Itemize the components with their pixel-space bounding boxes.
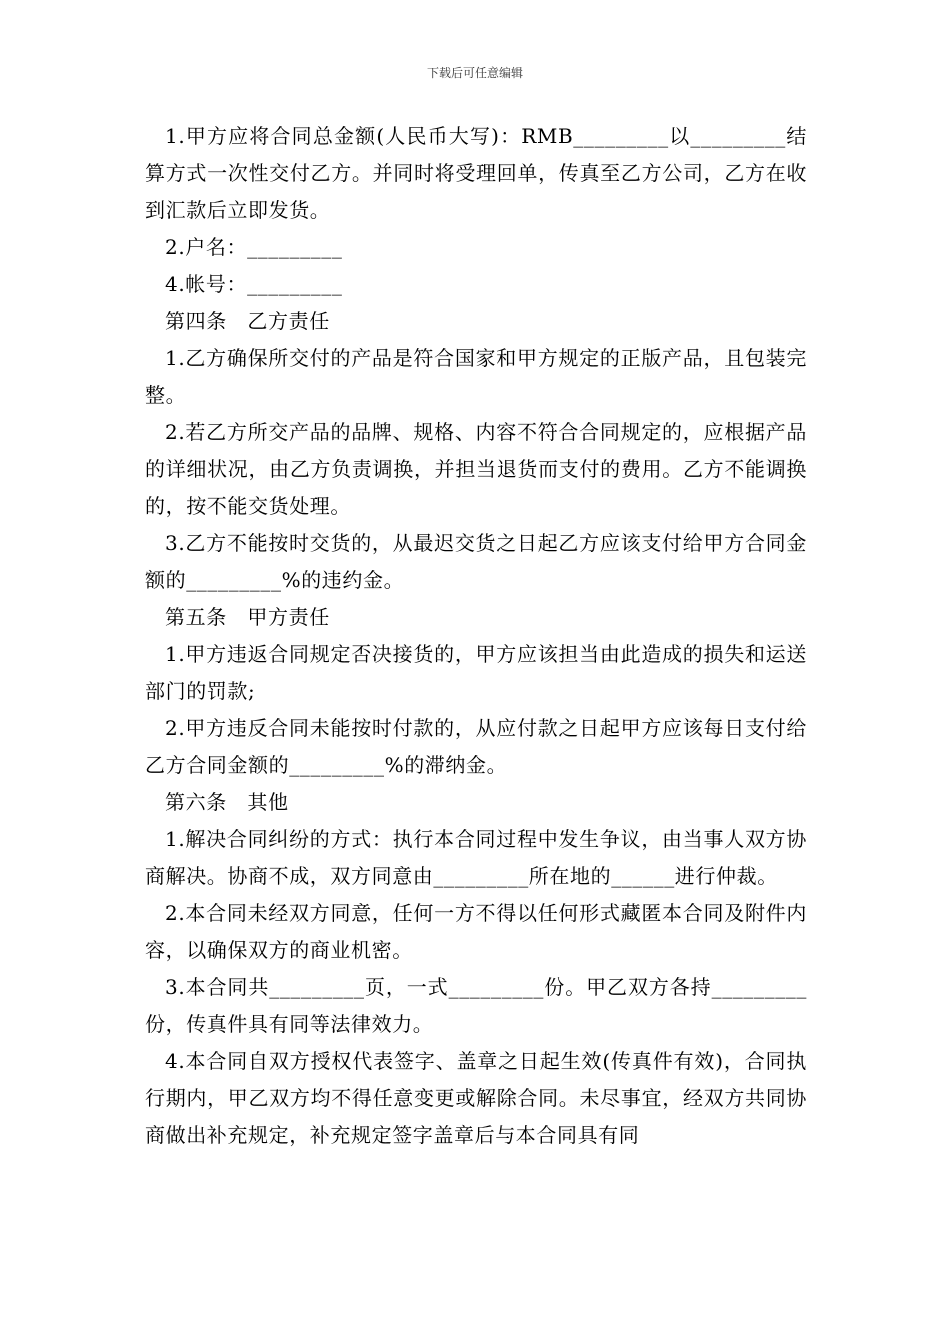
- paragraph-article-6-item-4: 4.本合同自双方授权代表签字、盖章之日起生效(传真件有效)，合同执行期内，甲乙双方均不得任意变更或解除合同。未尽事宜，经双方共同协商做出补充规定，补充规定签字盖章后与本合同具有同: [145, 1049, 807, 1147]
- paragraph-article-5-item-2: 2.甲方违反合同未能按时付款的，从应付款之日起甲方应该每日支付给乙方合同金额的_________%的滞纳金。: [145, 716, 807, 777]
- paragraph-article-5-item-1: 1.甲方违返合同规定否决接货的，甲方应该担当由此造成的损失和运送部门的罚款;: [145, 642, 807, 703]
- paragraph-article-6-item-1: 1.解决合同纠纷的方式：执行本合同过程中发生争议，由当事人双方协商解决。协商不成，双方同意由_________所在地的______进行仲裁。: [145, 827, 807, 888]
- paragraph-article-4-item-1: 1.乙方确保所交付的产品是符合国家和甲方规定的正版产品，且包装完整。: [145, 346, 807, 407]
- paragraph-account-number: 4.帐号：_________: [165, 272, 343, 296]
- document-body: [145, 118, 807, 1154]
- paragraph-article-6-item-3: 3.本合同共_________页，一式_________份。甲乙双方各持_________份，传真件具有同等法律效力。: [145, 975, 807, 1036]
- paragraph-account-name: 2.户名：_________: [165, 235, 343, 259]
- paragraph-payment: 1.甲方应将合同总金额(人民币大写)：RMB_________以_________结算方式一次性交付乙方。并同时将受理回单，传真至乙方公司，乙方在收到汇款后立即发货。: [145, 124, 807, 222]
- paragraph-article-6-item-2: 2.本合同未经双方同意，任何一方不得以任何形式藏匿本合同及附件内容，以确保双方的商业机密。: [145, 901, 807, 962]
- paragraph-article-4-item-3: 3.乙方不能按时交货的，从最迟交货之日起乙方应该支付给甲方合同金额的_________%的违约金。: [145, 531, 807, 592]
- page-header: 下载后可任意编辑: [426, 66, 523, 80]
- paragraph-article-4-item-2: 2.若乙方所交产品的品牌、规格、内容不符合合同规定的，应根据产品的详细状况，由乙方负责调换，并担当退货而支付的费用。乙方不能调换的，按不能交货处理。: [145, 420, 807, 518]
- section-heading-article-5: 第五条 甲方责任: [165, 605, 330, 629]
- section-heading-article-4: 第四条 乙方责任: [165, 309, 330, 333]
- section-heading-article-6: 第六条 其他: [165, 790, 289, 814]
